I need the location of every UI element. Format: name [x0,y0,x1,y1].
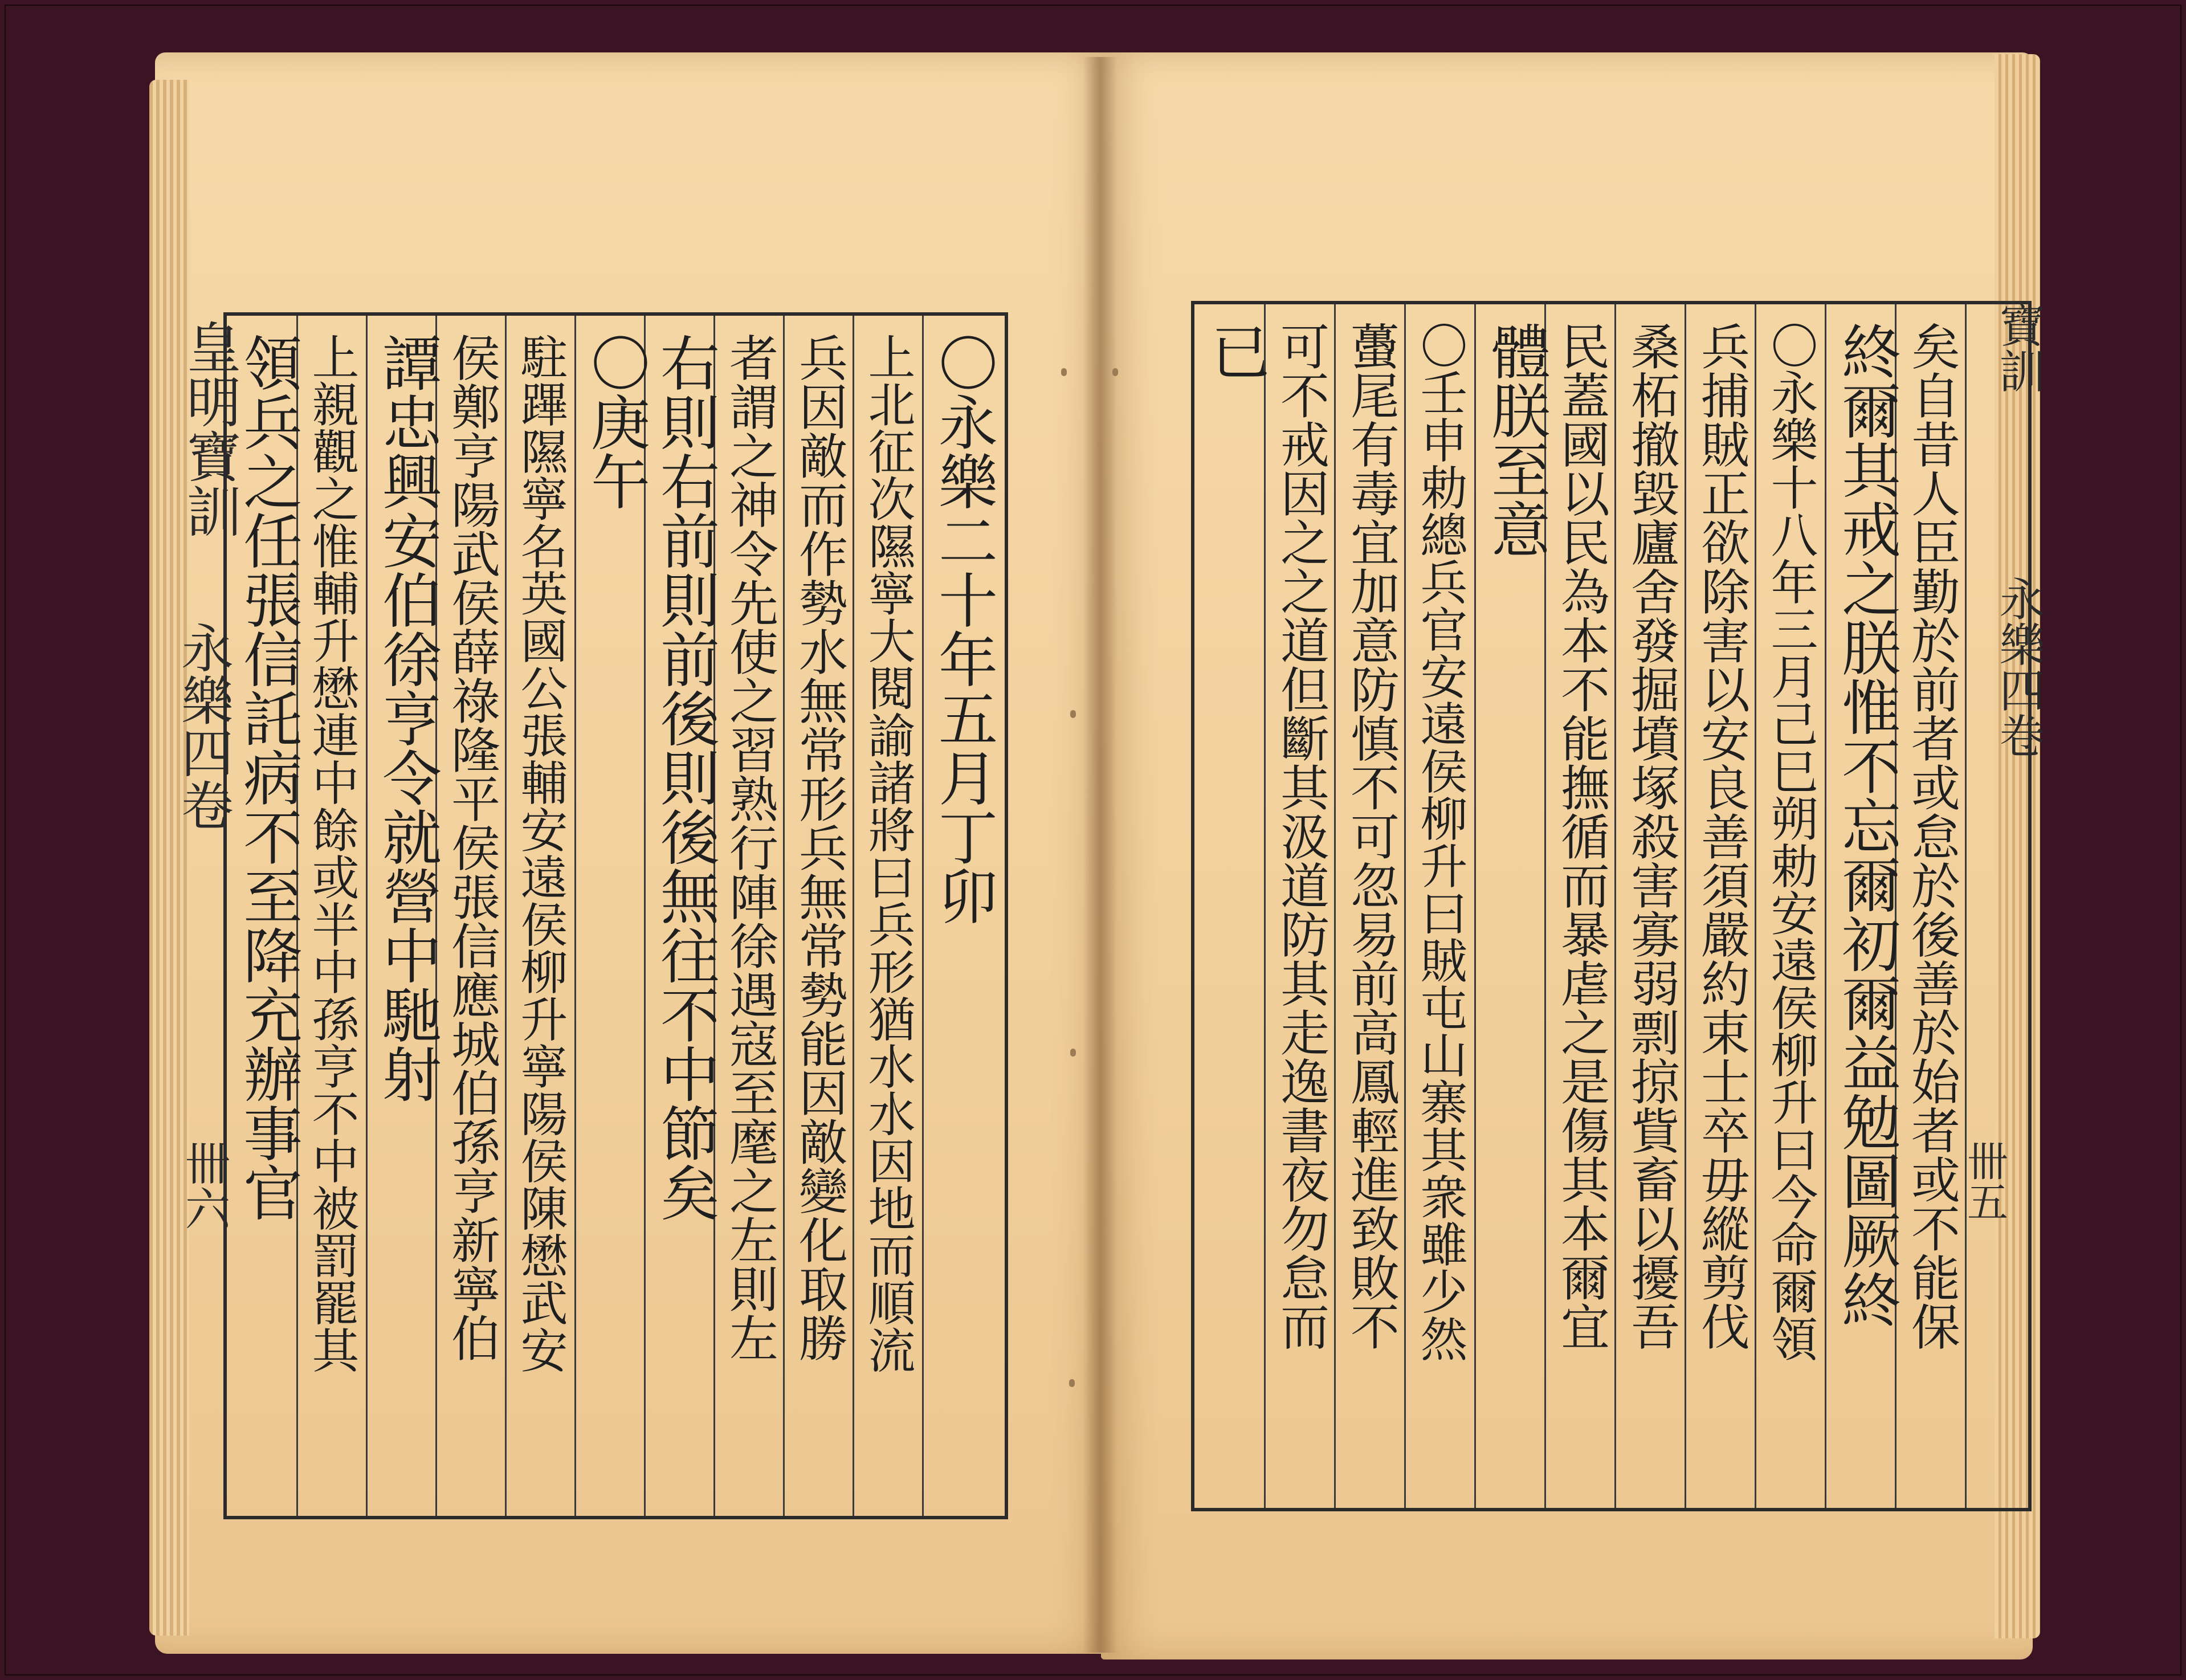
right-margin-title: 寶訓 [1992,302,2045,393]
column-rule [1334,304,1336,1508]
text-column: 體朕至意 [1481,321,1551,558]
text-column: 侯鄭亨陽武侯薛祿隆平侯張信應城伯孫亨新寧伯 [443,333,500,1362]
text-column: 者謂之神令先使之習熟行陣徐遇寇至麾之左則左 [721,333,778,1362]
stitch-hole [1069,1379,1075,1387]
text-column: 上親觀之惟輔升懋連中餘或半中孫亨不中被罰罷其 [304,333,359,1373]
text-column: 〇壬申勅總兵官安遠侯柳升曰賊屯山寨其衆雖少然 [1412,321,1467,1362]
column-rule [574,316,576,1516]
text-column: 右則右前則前後則後無往不中節矣 [650,333,720,1222]
right-text-frame [1191,301,2032,1511]
text-column: 民蓋國以民為本不能撫循而暴虐之是傷其本爾宜 [1552,321,1609,1351]
column-rule [922,316,924,1516]
text-column: 駐蹕隰寧名英國公張輔安遠侯柳升寧陽侯陳懋武安 [512,333,568,1373]
column-rule [1825,304,1826,1508]
column-rule [783,316,785,1516]
column-rule [1404,304,1406,1508]
text-column: 兵因敵而作勢水無常形兵無常勢能因敵變化取勝 [790,333,847,1362]
text-column: 終爾其戒之朕惟不忘爾初爾益勉圖厥終 [1832,321,1901,1329]
column-rule [1965,304,1967,1508]
text-column: 〇庚午 [581,333,650,511]
text-column: 譚忠興安伯徐亨令就營中馳射 [372,333,442,1103]
text-column: 已 [1201,321,1270,381]
column-rule [853,316,854,1516]
column-rule [1614,304,1616,1508]
column-rule [1755,304,1756,1508]
stitch-hole [1070,710,1076,718]
left-margin-title: 皇明寶訓 [178,319,242,538]
column-rule [1474,304,1476,1508]
left-page-edge [149,80,189,1636]
left-margin-section: 永樂四卷 [173,621,234,831]
text-column: 兵捕賊正欲除害以安良善須嚴約束士卒毋縱剪伐 [1692,321,1749,1351]
stitch-hole [1061,368,1067,376]
column-rule [1685,304,1686,1508]
column-rule [1264,304,1266,1508]
text-column: 矣自昔人臣勤於前者或怠於後善於始者或不能保 [1903,321,1960,1351]
stitch-hole [1070,1049,1076,1057]
text-column: 桑柘撤毀廬舍發掘墳塚殺害寡弱剽掠貲畜以擾吾 [1622,321,1679,1351]
stitch-hole [1112,368,1118,376]
text-column: 上北征次隰寧大閱諭諸將曰兵形猶水水因地而順流 [860,333,915,1373]
book-gutter [1083,57,1117,1653]
text-column: 蠆尾有毒宜加意防慎不可忽易前高鳳輕進致敗不 [1342,321,1399,1351]
text-column: 可不戒因之之道但斷其汲道防其走逸書夜勿怠而 [1272,321,1329,1351]
text-column: 領兵之任張信託病不至降充辦事官 [233,333,303,1222]
text-column: 〇永樂二十年五月丁卯 [928,333,998,925]
right-margin-section: 永樂四卷 [1992,576,2045,758]
left-text-frame [223,312,1008,1519]
left-margin-folio: 卌六 [177,1140,230,1231]
right-margin-folio: 卌五 [1960,1140,2008,1222]
text-column: 〇永樂十八年三月己巳朔勅安遠侯柳升曰今命爾領 [1763,321,1818,1362]
column-rule [505,316,507,1516]
column-rule [366,316,368,1516]
